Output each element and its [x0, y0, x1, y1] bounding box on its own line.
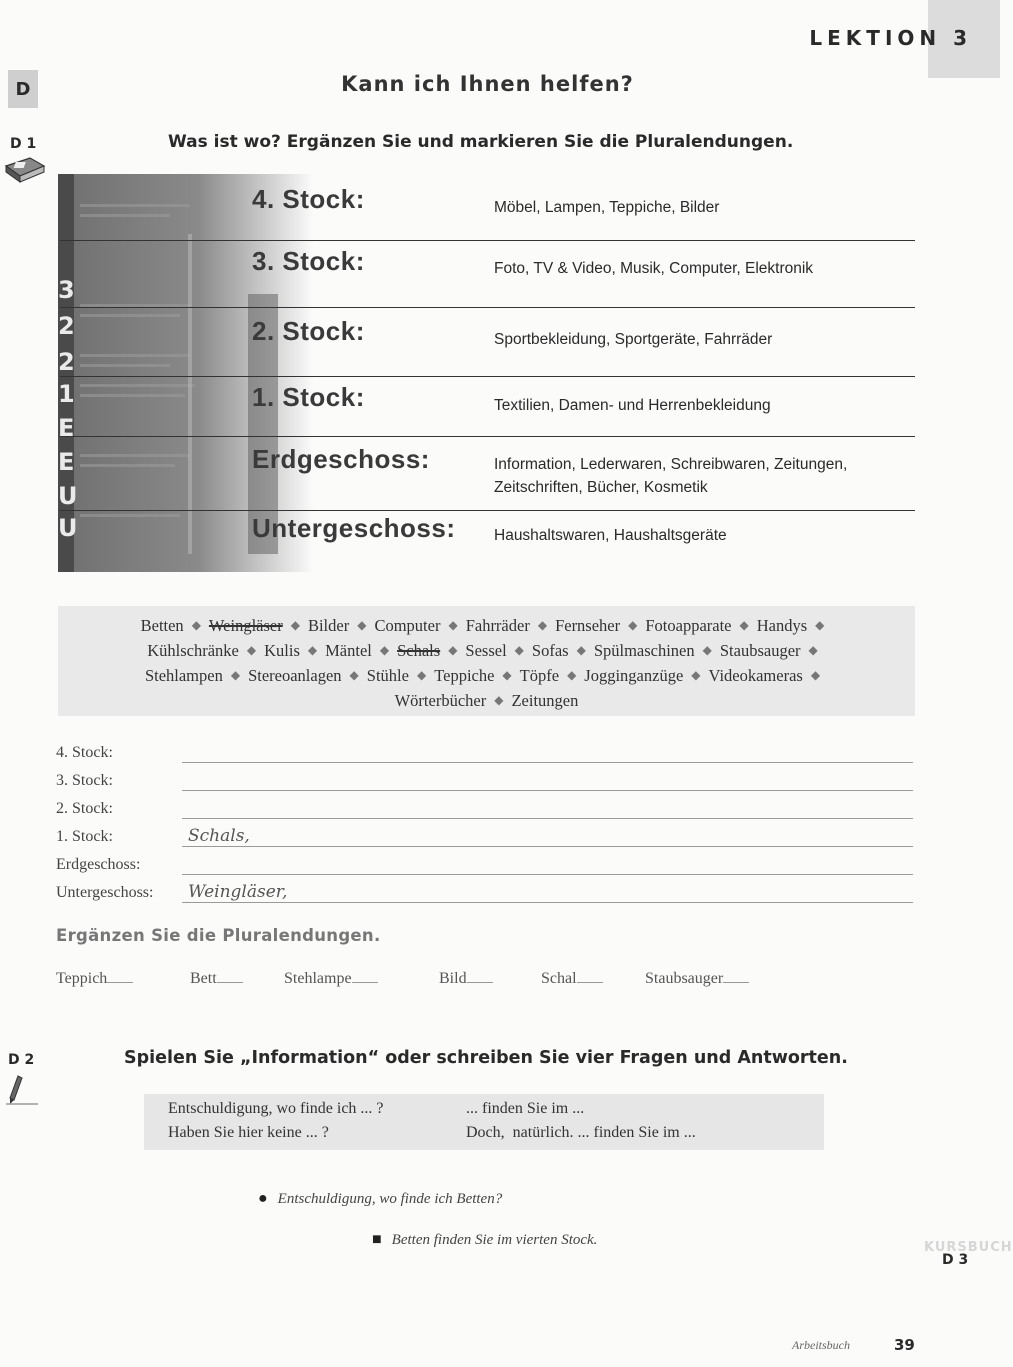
answer-label: 1. Stock: — [56, 828, 113, 845]
svg-text:U: U — [58, 482, 78, 510]
word-crossed-out: Weingläser — [208, 616, 283, 635]
word: Wörterbücher — [394, 691, 487, 710]
word: Sofas — [531, 641, 569, 660]
answer-line-ug[interactable] — [182, 902, 913, 903]
exercise-number-d1: D 1 — [10, 136, 37, 152]
word: Fotoapparate — [645, 616, 732, 635]
plural-instruction: Ergänzen Sie die Pluralendungen. — [56, 926, 381, 945]
plural-stem: Bild — [439, 968, 493, 988]
plural-stem: Staubsauger — [645, 968, 749, 988]
exercise-instruction: Spielen Sie „Information“ oder schreiben Sie vier Fragen und Antworten. — [124, 1048, 848, 1068]
phrase-answer: Doch, natürlich. ... finden Sie im ... — [466, 1124, 696, 1141]
handwritten-answer: Weingläser, — [188, 882, 288, 902]
example-question: ● Entschuldigung, wo finde ich Betten? — [258, 1190, 503, 1207]
svg-text:E: E — [58, 448, 75, 476]
word-crossed-out: Schals — [397, 641, 441, 660]
book-label: Arbeitsbuch — [792, 1338, 850, 1352]
floor-items-2: Sportbekleidung, Sportgeräte, Fahrräder — [494, 331, 773, 348]
plural-stem: Bett — [190, 968, 243, 988]
floor-items-ug: Haushaltswaren, Haushaltsgeräte — [494, 527, 727, 544]
book-icon — [4, 156, 46, 190]
plural-blank[interactable] — [352, 968, 378, 983]
pencil-icon — [4, 1070, 40, 1110]
answer-label: Untergeschoss: — [56, 884, 154, 901]
word: Stühle — [366, 666, 409, 685]
kursbuch-reference-label: KURSBUCH — [924, 1240, 1013, 1255]
answer-line-2[interactable] — [182, 818, 913, 819]
plural-stem: Stehlampe — [284, 968, 378, 988]
svg-text:1: 1 — [58, 380, 75, 408]
word: Fahrräder — [465, 616, 530, 635]
phrase-question: Entschuldigung, wo finde ich ... ? — [168, 1100, 384, 1117]
plural-blank[interactable] — [107, 968, 133, 983]
svg-text:E: E — [58, 414, 75, 442]
word: Stehlampen — [144, 666, 223, 685]
floor-items-1: Textilien, Damen- und Herrenbekleidung — [494, 397, 771, 414]
floor-label-3: 3. Stock: — [252, 246, 365, 276]
svg-text:2: 2 — [58, 312, 75, 340]
floor-divider — [60, 240, 915, 241]
word-list: Betten ◆ Weingläser ◆ Bilder ◆ Computer ◆ Fahrräder ◆ Fernseher ◆ Fotoapparate ◆ Handys ◆ Kühlschränke ◆ Kulis ◆ Mäntel ◆ Schals ◆ Sessel ◆ Sofas ◆ Spülmaschinen ◆ Staubsauger ◆ Stehlampen ◆ Stereoanlagen ◆ Stühle ◆ Teppiche ◆ Töpfe ◆ Jogginganzüge ◆ Videokameras ◆ Wörterbücher ◆ Zeitungen — [140, 616, 825, 710]
plural-blank[interactable] — [467, 968, 493, 983]
answer-label: 3. Stock: — [56, 772, 113, 789]
kursbuch-reference: D 3 — [942, 1252, 969, 1268]
exercise-instruction: Was ist wo? Ergänzen Sie und markieren Sie die Pluralendungen. — [168, 132, 794, 152]
example-answer: ■ Betten finden Sie im vierten Stock. — [372, 1231, 598, 1248]
word: Zeitungen — [511, 691, 579, 710]
svg-text:3: 3 — [58, 276, 75, 304]
plural-blank[interactable] — [577, 968, 603, 983]
floor-items-4: Möbel, Lampen, Teppiche, Bilder — [494, 199, 720, 216]
circle-bullet-icon: ● — [258, 1190, 268, 1207]
answer-label: 4. Stock: — [56, 744, 113, 761]
word: Handys — [756, 616, 808, 635]
exercise-number-d2: D 2 — [8, 1052, 35, 1068]
plural-blank[interactable] — [723, 968, 749, 983]
answer-line-1[interactable] — [182, 846, 913, 847]
floor-items-3: Foto, TV & Video, Musik, Computer, Elektronik — [494, 260, 814, 277]
svg-text:2: 2 — [58, 348, 75, 376]
floor-divider — [60, 436, 915, 437]
floor-divider — [60, 307, 915, 308]
floor-label-4: 4. Stock: — [252, 184, 365, 214]
floor-label-eg: Erdgeschoss: — [252, 444, 430, 474]
lesson-label: LEKTION 3 — [809, 26, 972, 50]
word: Teppiche — [434, 666, 495, 685]
word: Spülmaschinen — [593, 641, 695, 660]
word: Töpfe — [519, 666, 560, 685]
section-tab: D — [8, 70, 38, 108]
phrase-question: Haben Sie hier keine ... ? — [168, 1124, 329, 1141]
floor-label-1: 1. Stock: — [252, 382, 365, 412]
floor-divider — [60, 376, 915, 377]
plural-stem: Schal — [541, 968, 603, 988]
word: Computer — [374, 616, 441, 635]
plural-stem: Teppich — [56, 968, 133, 988]
word: Mäntel — [325, 641, 372, 660]
page-title: Kann ich Ihnen helfen? — [341, 72, 634, 96]
word: Betten — [140, 616, 184, 635]
answer-label: Erdgeschoss: — [56, 856, 141, 873]
phrase-answer: ... finden Sie im ... — [466, 1100, 585, 1117]
floor-items-eg: Information, Lederwaren, Schreibwaren, Zeitungen, Zeitschriften, Bücher, Kosmetik — [494, 456, 848, 496]
floor-label-ug: Untergeschoss: — [252, 513, 456, 543]
word: Bilder — [307, 616, 350, 635]
svg-text:U: U — [58, 514, 78, 542]
word: Fernseher — [555, 616, 621, 635]
word: Videokameras — [708, 666, 803, 685]
word: Sessel — [465, 641, 507, 660]
floor-label-2: 2. Stock: — [252, 316, 365, 346]
word: Stereoanlagen — [248, 666, 342, 685]
answer-line-eg[interactable] — [182, 874, 913, 875]
square-bullet-icon: ■ — [372, 1231, 382, 1248]
floor-divider — [60, 510, 915, 511]
plural-blank[interactable] — [217, 968, 243, 983]
word: Kulis — [264, 641, 300, 660]
answer-line-4[interactable] — [182, 762, 913, 763]
word: Jogginganzüge — [584, 666, 684, 685]
answer-line-3[interactable] — [182, 790, 913, 791]
handwritten-answer: Schals, — [188, 826, 250, 846]
word: Kühlschränke — [147, 641, 239, 660]
word: Staubsauger — [719, 641, 801, 660]
answer-label: 2. Stock: — [56, 800, 113, 817]
page-number: 39 — [894, 1336, 915, 1354]
